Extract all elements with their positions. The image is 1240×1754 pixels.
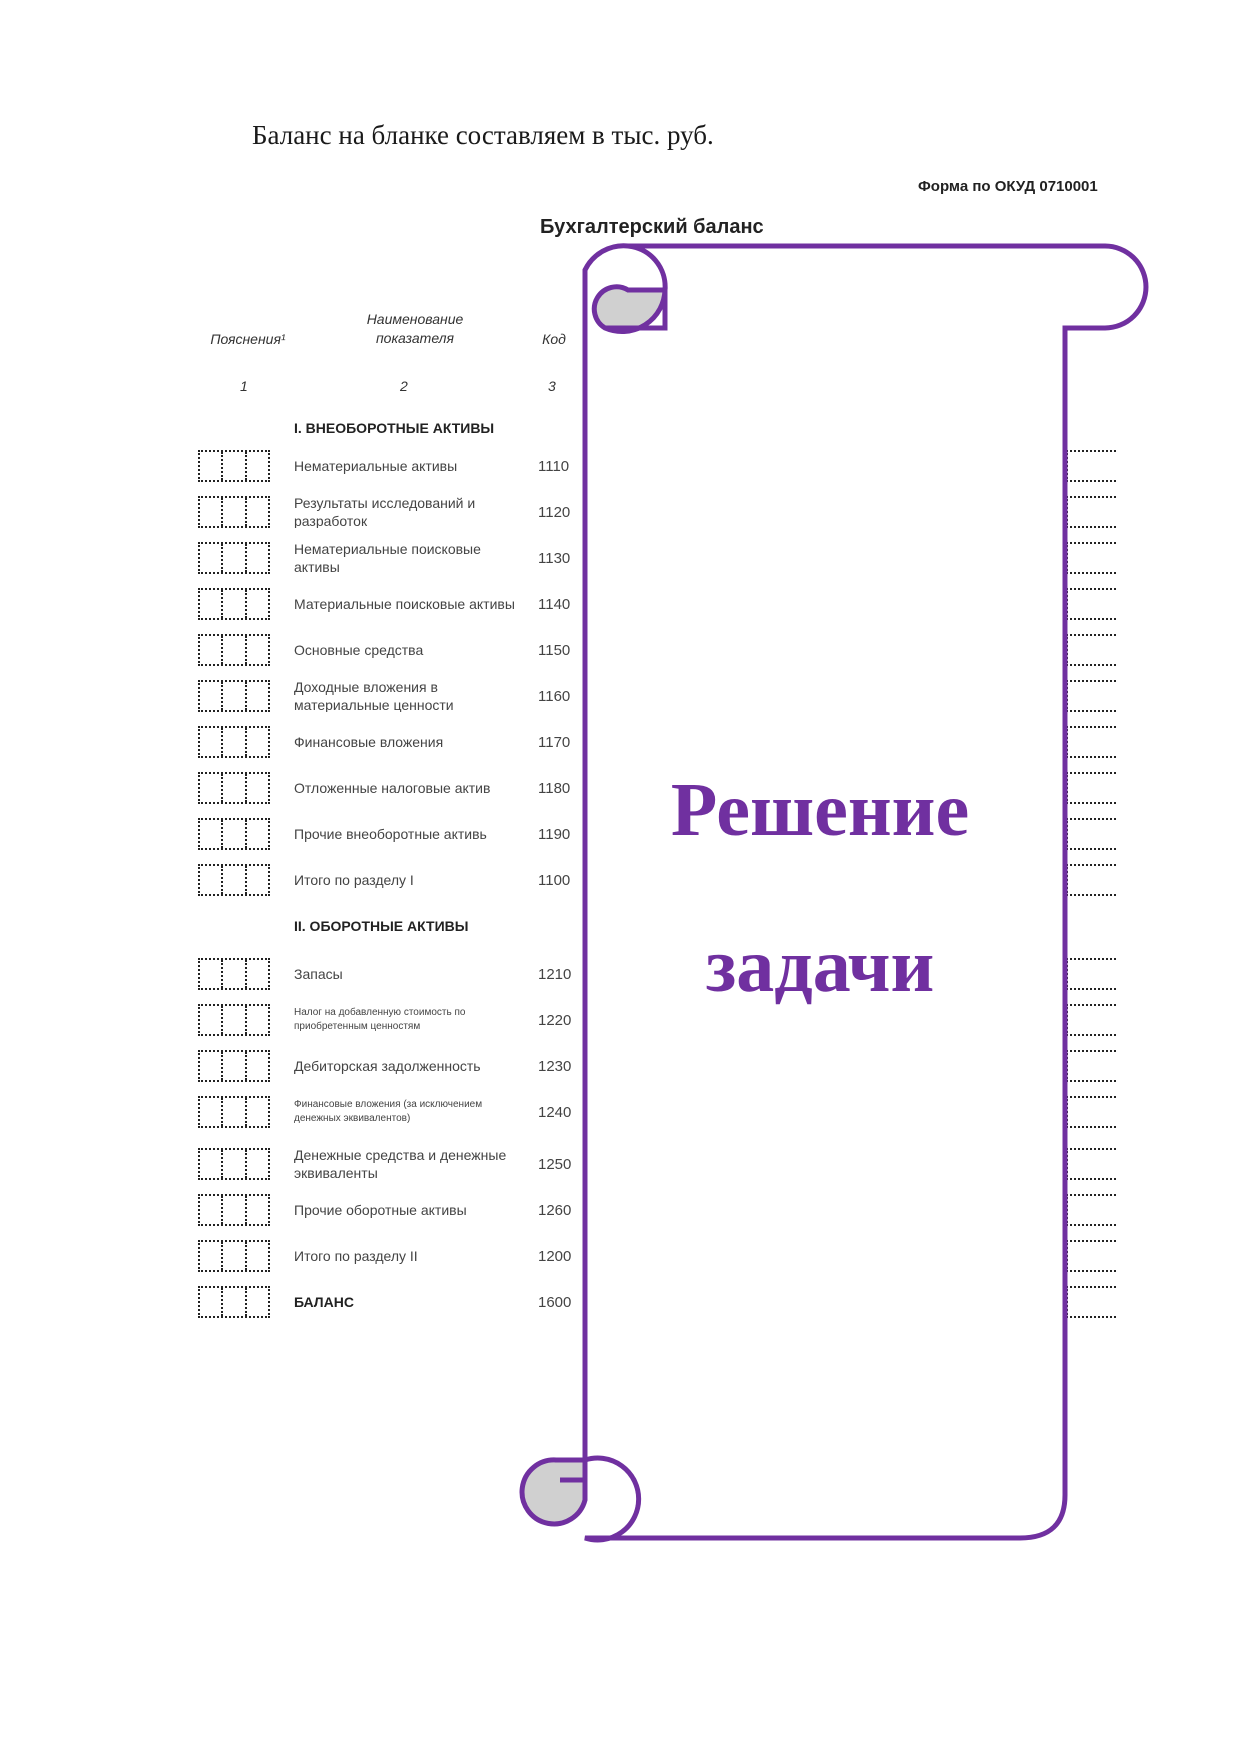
row-name: Результаты исследований и разработок [294, 496, 476, 528]
row-code: 1110 [538, 457, 570, 475]
header-code: Код [542, 331, 566, 347]
row-name: Прочие внеоборотные активь [294, 826, 487, 842]
row-code: 1130 [538, 549, 571, 567]
row-code: 1260 [538, 1201, 572, 1219]
row-code: 1250 [538, 1155, 572, 1173]
column-number-1: 1 [240, 378, 248, 394]
row-name: Итого по разделу I [294, 872, 414, 888]
solution-stamp-line2: задачи [705, 924, 935, 1008]
row-code: 1100 [538, 871, 571, 889]
row-name: Нематериальные активы [294, 458, 458, 474]
row-code: 1150 [538, 641, 571, 659]
row-code: 1210 [538, 965, 572, 983]
row-name: Основные средства [294, 642, 424, 658]
row-code: 1180 [538, 779, 571, 797]
scroll-body [585, 246, 1146, 1540]
row-name: Нематериальные поисковые активы [294, 542, 481, 574]
row-code: 1120 [538, 503, 571, 521]
row-code: 1220 [538, 1011, 572, 1029]
row-name: Доходные вложения в материальные ценности [294, 680, 454, 712]
solution-stamp-line1: Решение [670, 768, 970, 852]
row-code: 1200 [538, 1247, 572, 1265]
row-code: 1230 [538, 1057, 572, 1075]
header-indicator-name-line2: показателя [375, 330, 455, 346]
row-name: Налог на добавленную стоимость по приобретенным ценностям [294, 1007, 466, 1032]
header-explanations: Пояснения¹ [210, 331, 286, 347]
scroll-bottom-curl [522, 1460, 585, 1524]
row-code: 1140 [538, 595, 571, 613]
okud-code: Форма по ОКУД 0710001 [918, 178, 1098, 195]
row-name: Отложенные налоговые актив [294, 780, 491, 796]
row-name: Финансовые вложения (за исключением денежных эквивалентов) [294, 1099, 483, 1124]
row-code: 1600 [538, 1293, 572, 1311]
section-title-current-assets: II. ОБОРОТНЫЕ АКТИВЫ [294, 918, 469, 934]
form-title: Бухгалтерский баланс [540, 216, 764, 238]
column-number-2: 2 [400, 378, 408, 394]
intro-text: Баланс на бланке составляем в тыс. руб. [252, 120, 714, 150]
row-name: БАЛАНС [294, 1294, 354, 1310]
row-name: Денежные средства и денежные эквиваленты [294, 1148, 507, 1180]
row-name: Прочие оборотные активы [294, 1202, 467, 1218]
row-name: Дебиторская задолженность [294, 1058, 481, 1074]
row-code: 1190 [538, 825, 571, 843]
row-code: 1170 [538, 733, 571, 751]
row-name: Итого по разделу II [294, 1248, 418, 1264]
section-title-noncurrent-assets: I. ВНЕОБОРОТНЫЕ АКТИВЫ [294, 420, 495, 436]
row-code: 1240 [538, 1103, 572, 1121]
row-name: Запасы [294, 966, 343, 982]
header-indicator-name-line1: Наименование [366, 311, 464, 327]
row-name: Материальные поисковые активы [294, 596, 515, 612]
column-number-3: 3 [548, 378, 556, 394]
row-name: Финансовые вложения [294, 734, 444, 750]
row-code: 1160 [538, 687, 571, 705]
